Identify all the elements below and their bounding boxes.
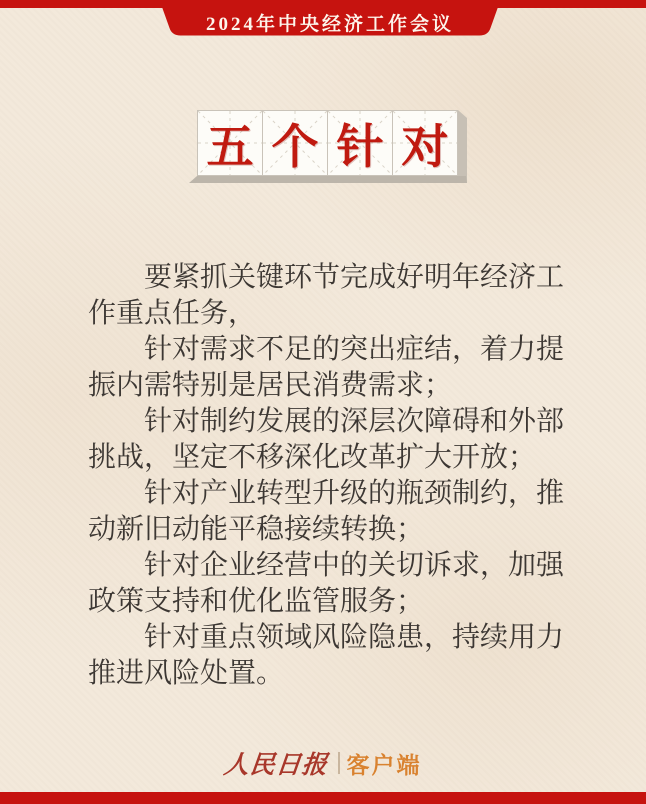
title-tiles (197, 110, 458, 176)
paragraph-risk: 针对重点领域风险隐患，持续用力推进风险处置。 (88, 620, 565, 689)
header-banner-title: 2024年中央经济工作会议 (205, 13, 454, 35)
client-app-label: 客户端 (346, 752, 422, 779)
peoples-daily-logo: 人民日报 (222, 750, 330, 779)
body-text-block (88, 259, 570, 691)
logo-divider (338, 752, 340, 774)
paragraph-industry: 针对产业转型升级的瓶颈制约，推动新旧动能平稳接续转换； (88, 476, 565, 545)
top-red-strip (0, 0, 646, 8)
title-character: 针 (336, 119, 384, 175)
title-tile (392, 110, 458, 176)
title-tile (327, 110, 393, 176)
title-character: 个 (271, 119, 319, 175)
paragraph-enterprise: 针对企业经营中的关切诉求，加强政策支持和优化监管服务； (88, 548, 565, 617)
paragraph-demand: 针对需求不足的突出症结，着力提振内需特别是居民消费需求； (88, 332, 565, 401)
footer-logo (0, 748, 646, 778)
title-character: 对 (401, 119, 449, 175)
bottom-red-bar (0, 792, 646, 804)
title-tile (197, 110, 263, 176)
paragraph-reform: 针对制约发展的深层次障碍和外部挑战，坚定不移深化改革扩大开放； (88, 404, 565, 473)
paragraph-intro: 要紧抓关键环节完成好明年经济工作重点任务， (88, 260, 565, 329)
title-tile (262, 110, 328, 176)
title-character: 五 (206, 119, 254, 175)
